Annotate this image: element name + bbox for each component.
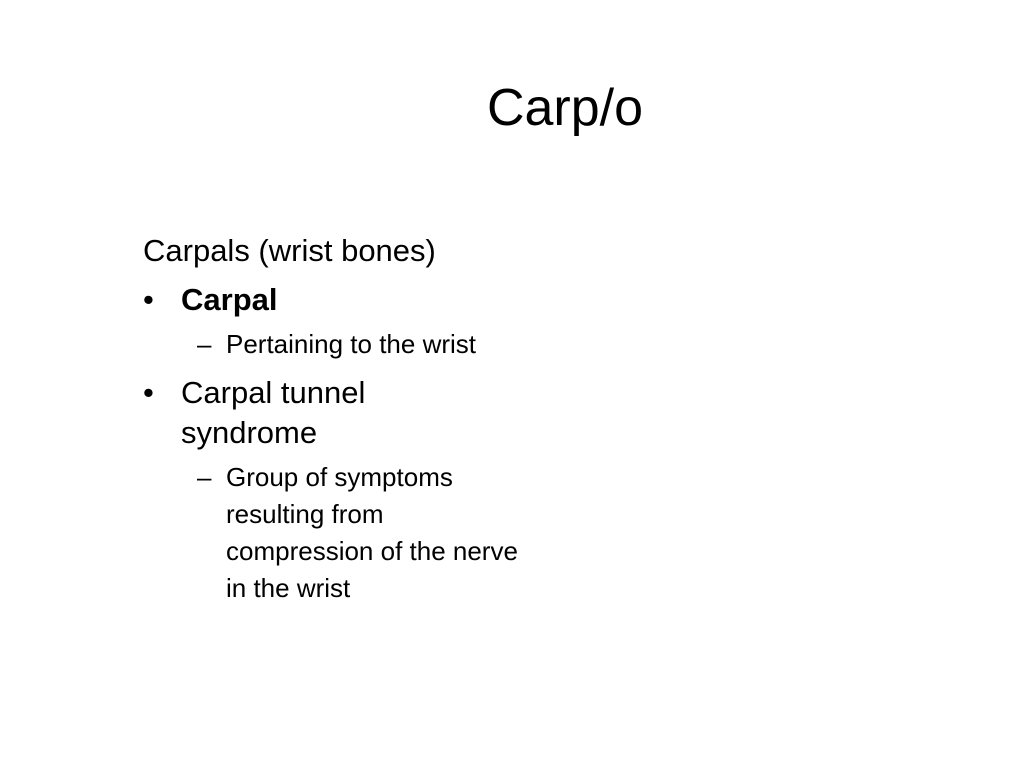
dash-icon: – [197,462,212,492]
bullet-item-carpal [143,280,563,320]
slide-title: Carp/o [486,79,644,137]
slide-body [143,230,563,617]
sub-item-carpal-definition [143,326,526,363]
bullet-icon: • [143,375,154,410]
sub-item-syndrome-definition [143,459,526,607]
dash-icon: – [197,329,212,359]
bullet-item-carpal-tunnel-syndrome [143,373,563,453]
sub-item-text: Pertaining to the wrist [226,329,477,359]
bullet-icon: • [143,282,154,317]
bullet-label: Carpal [181,282,278,317]
bullet-label: Carpal tunnel syndrome [181,375,366,450]
sub-item-text: Group of symptoms resulting from compression of the nerve in the wrist [226,462,518,603]
intro-text: Carpals (wrist bones) [143,233,436,268]
